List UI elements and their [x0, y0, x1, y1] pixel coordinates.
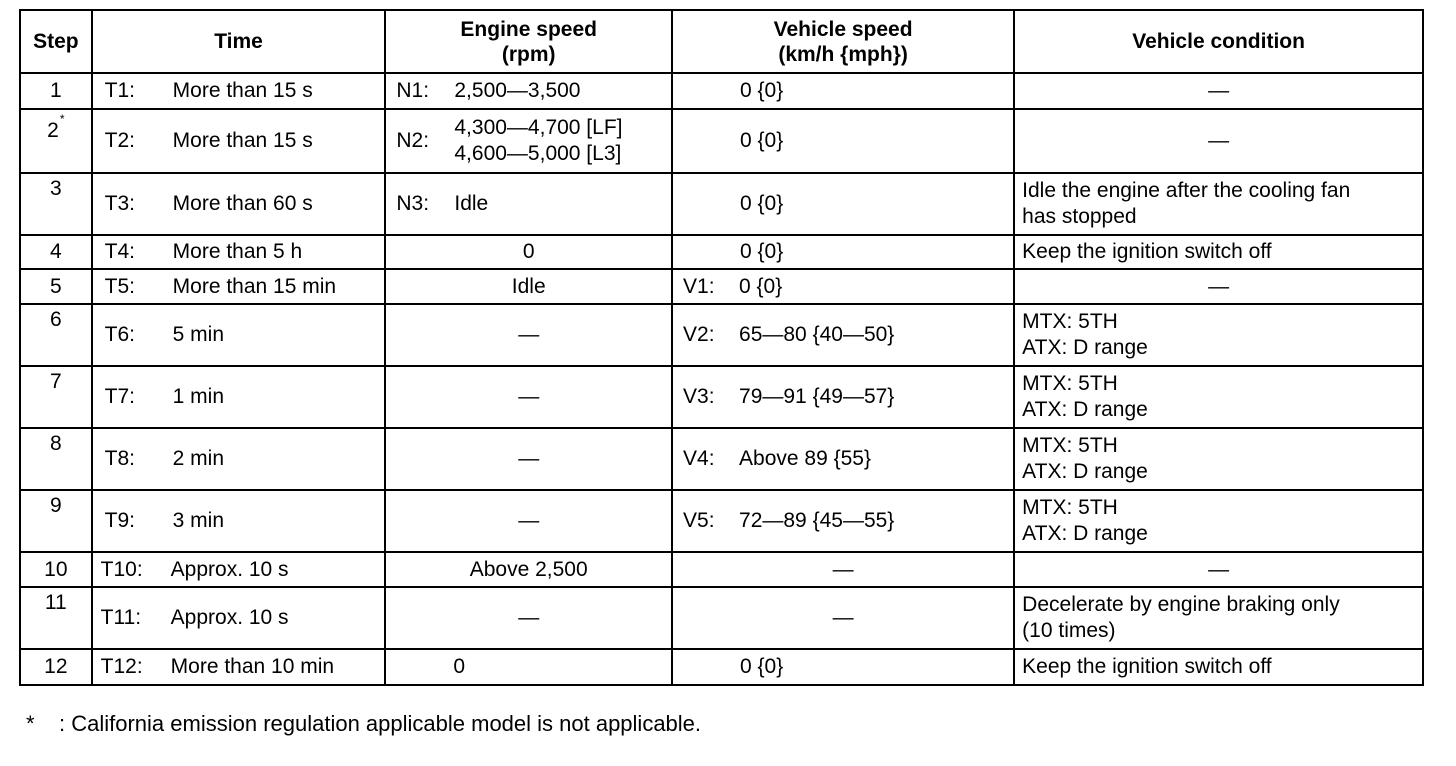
- vehicle-value: 72—89 {45—55}: [739, 509, 895, 532]
- cell-time: [92, 235, 386, 269]
- cell-condition: —: [1014, 73, 1423, 109]
- cell-step: 12: [20, 649, 92, 685]
- step-asterisk: *: [59, 112, 65, 126]
- condition-line1: Idle the engine after the cooling fan: [1022, 179, 1351, 202]
- header-vehicle-condition: Vehicle condition: [1014, 10, 1423, 73]
- cell-condition: [1014, 428, 1423, 490]
- cell-condition: —: [1014, 552, 1423, 587]
- condition-line1: MTX: 5TH: [1022, 372, 1118, 395]
- time-value: More than 5 h: [172, 240, 303, 263]
- cell-step: 7: [20, 366, 92, 428]
- cell-engine-speed: [385, 109, 672, 173]
- engine-value-lf: 4,300—4,700 [LF]: [454, 116, 623, 139]
- cell-engine-speed: —: [385, 366, 672, 428]
- time-label: T8:: [104, 447, 135, 470]
- time-value: More than 15 s: [172, 129, 313, 152]
- table-row: [20, 428, 1423, 490]
- table-row: [20, 73, 1423, 109]
- cell-condition: Keep the ignition switch off: [1014, 649, 1423, 685]
- table-header-row: [20, 10, 1423, 73]
- cell-condition: [1014, 490, 1423, 552]
- condition-line2: ATX: D range: [1022, 398, 1148, 421]
- vehicle-label: V1:: [683, 274, 715, 298]
- time-label: T11:: [100, 606, 142, 629]
- vehicle-value: 0 {0}: [740, 79, 784, 102]
- table-row: [20, 173, 1423, 235]
- time-value: 3 min: [172, 509, 225, 532]
- cell-vehicle-speed: [672, 73, 1014, 109]
- vehicle-value: 0 {0}: [740, 129, 784, 152]
- vehicle-value: 65—80 {40—50}: [739, 323, 895, 346]
- cell-engine-speed: 0: [385, 235, 672, 269]
- cell-vehicle-speed: [672, 235, 1014, 269]
- table-row: [20, 366, 1423, 428]
- vehicle-label: V4:: [683, 447, 715, 470]
- time-value: Approx. 10 s: [170, 606, 289, 629]
- header-vehicle-line1: Vehicle speed: [773, 17, 913, 41]
- cell-engine-speed: [385, 73, 672, 109]
- cell-step: 1: [20, 73, 92, 109]
- cell-time: [92, 304, 386, 366]
- table-row: [20, 304, 1423, 366]
- cell-time: [92, 73, 386, 109]
- table-row: [20, 552, 1423, 587]
- vehicle-label: V5:: [683, 509, 715, 532]
- header-vehicle-line2: (km/h {mph}): [778, 42, 908, 66]
- table-row: [20, 649, 1423, 685]
- vehicle-value: 79—91 {49—57}: [739, 385, 895, 408]
- header-time: Time: [92, 10, 386, 73]
- time-value: 2 min: [172, 447, 225, 470]
- time-label: T4:: [104, 240, 135, 263]
- cell-condition: [1014, 304, 1423, 366]
- condition-line1: MTX: 5TH: [1022, 434, 1118, 457]
- cell-condition: Keep the ignition switch off: [1014, 235, 1423, 269]
- cell-condition: [1014, 366, 1423, 428]
- cell-condition: —: [1014, 269, 1423, 304]
- cell-condition: [1014, 173, 1423, 235]
- cell-time: [92, 587, 386, 649]
- engine-value-stack: [454, 115, 622, 167]
- header-step: Step: [20, 10, 92, 73]
- cell-engine-speed: Above 2,500: [385, 552, 672, 587]
- engine-value-l3: 4,600—5,000 [L3]: [454, 142, 622, 165]
- engine-label: N2:: [396, 129, 430, 152]
- cell-time: [92, 109, 386, 173]
- cell-vehicle-speed: [672, 109, 1014, 173]
- cell-vehicle-speed: —: [672, 587, 1014, 649]
- cell-step: 9: [20, 490, 92, 552]
- cell-engine-speed: —: [385, 428, 672, 490]
- engine-value: Idle: [454, 192, 489, 215]
- cell-engine-speed: [385, 649, 672, 685]
- cell-time: [92, 428, 386, 490]
- cell-step: 3: [20, 173, 92, 235]
- time-label: T3:: [104, 192, 135, 215]
- time-label: T6:: [104, 323, 135, 346]
- cell-vehicle-speed: [672, 304, 1014, 366]
- vehicle-value: Above 89 {55}: [739, 447, 871, 470]
- vehicle-label: V2:: [683, 323, 715, 346]
- table-row: [20, 235, 1423, 269]
- cell-step: 11: [20, 587, 92, 649]
- cell-engine-speed: —: [385, 304, 672, 366]
- cell-engine-speed: Idle: [385, 269, 672, 304]
- cell-time: [92, 366, 386, 428]
- table-row: [20, 587, 1423, 649]
- cell-condition: [1014, 587, 1423, 649]
- table-row: [20, 109, 1423, 173]
- time-label: T1:: [104, 79, 135, 102]
- header-vehicle-speed: [672, 10, 1014, 73]
- vehicle-label: V3:: [683, 385, 715, 408]
- engine-label: N1:: [396, 79, 430, 102]
- footnote-marker: *: [26, 711, 35, 736]
- drive-cycle-table: [19, 9, 1424, 686]
- condition-line2: ATX: D range: [1022, 460, 1148, 483]
- cell-step: 4: [20, 235, 92, 269]
- vehicle-value: 0 {0}: [740, 240, 784, 263]
- condition-line2: ATX: D range: [1022, 522, 1148, 545]
- time-label: T10:: [100, 557, 143, 581]
- vehicle-value: 0 {0}: [739, 274, 783, 298]
- table-row: [20, 490, 1423, 552]
- header-engine-line1: Engine speed: [460, 17, 597, 41]
- time-value: More than 10 min: [170, 655, 335, 678]
- condition-line1: Decelerate by engine braking only: [1022, 593, 1340, 616]
- time-label: T7:: [104, 385, 135, 408]
- condition-line2: (10 times): [1022, 619, 1116, 642]
- cell-vehicle-speed: —: [672, 552, 1014, 587]
- cell-vehicle-speed: [672, 173, 1014, 235]
- vehicle-value: 0 {0}: [740, 192, 784, 215]
- cell-engine-speed: [385, 173, 672, 235]
- cell-step: [20, 109, 92, 173]
- cell-time: [92, 173, 386, 235]
- vehicle-value: 0 {0}: [740, 655, 784, 678]
- condition-line1: MTX: 5TH: [1022, 496, 1118, 519]
- cell-vehicle-speed: [672, 649, 1014, 685]
- time-value: 1 min: [172, 385, 225, 408]
- cell-time: [92, 490, 386, 552]
- engine-value: 2,500—3,500: [454, 79, 581, 102]
- time-label: T2:: [104, 129, 135, 152]
- cell-step: 8: [20, 428, 92, 490]
- condition-line2: ATX: D range: [1022, 336, 1148, 359]
- cell-step: 5: [20, 269, 92, 304]
- engine-label: N3:: [396, 192, 430, 215]
- cell-time: [92, 269, 386, 304]
- table-row: [20, 269, 1423, 304]
- cell-vehicle-speed: [672, 269, 1014, 304]
- time-value: More than 15 min: [172, 274, 337, 298]
- footnote: [26, 711, 701, 737]
- time-label: T5:: [104, 274, 135, 298]
- time-value: More than 15 s: [172, 79, 313, 102]
- time-value: More than 60 s: [172, 192, 313, 215]
- cell-time: [92, 552, 386, 587]
- cell-engine-speed: —: [385, 587, 672, 649]
- engine-value: 0: [453, 655, 466, 678]
- step-number: 2: [47, 119, 59, 142]
- cell-vehicle-speed: [672, 490, 1014, 552]
- header-engine-line2: (rpm): [501, 42, 556, 66]
- cell-vehicle-speed: [672, 428, 1014, 490]
- cell-vehicle-speed: [672, 366, 1014, 428]
- header-engine-speed: [385, 10, 672, 73]
- cell-time: [92, 649, 386, 685]
- cell-step: 10: [20, 552, 92, 587]
- cell-step: 6: [20, 304, 92, 366]
- cell-engine-speed: —: [385, 490, 672, 552]
- time-value: Approx. 10 s: [170, 557, 289, 581]
- time-label: T12:: [100, 655, 143, 678]
- condition-line2: has stopped: [1022, 205, 1137, 228]
- time-label: T9:: [104, 509, 135, 532]
- cell-condition: —: [1014, 109, 1423, 173]
- time-value: 5 min: [172, 323, 225, 346]
- condition-line1: MTX: 5TH: [1022, 310, 1118, 333]
- footnote-text: : California emission regulation applicable model is not applicable.: [59, 711, 702, 736]
